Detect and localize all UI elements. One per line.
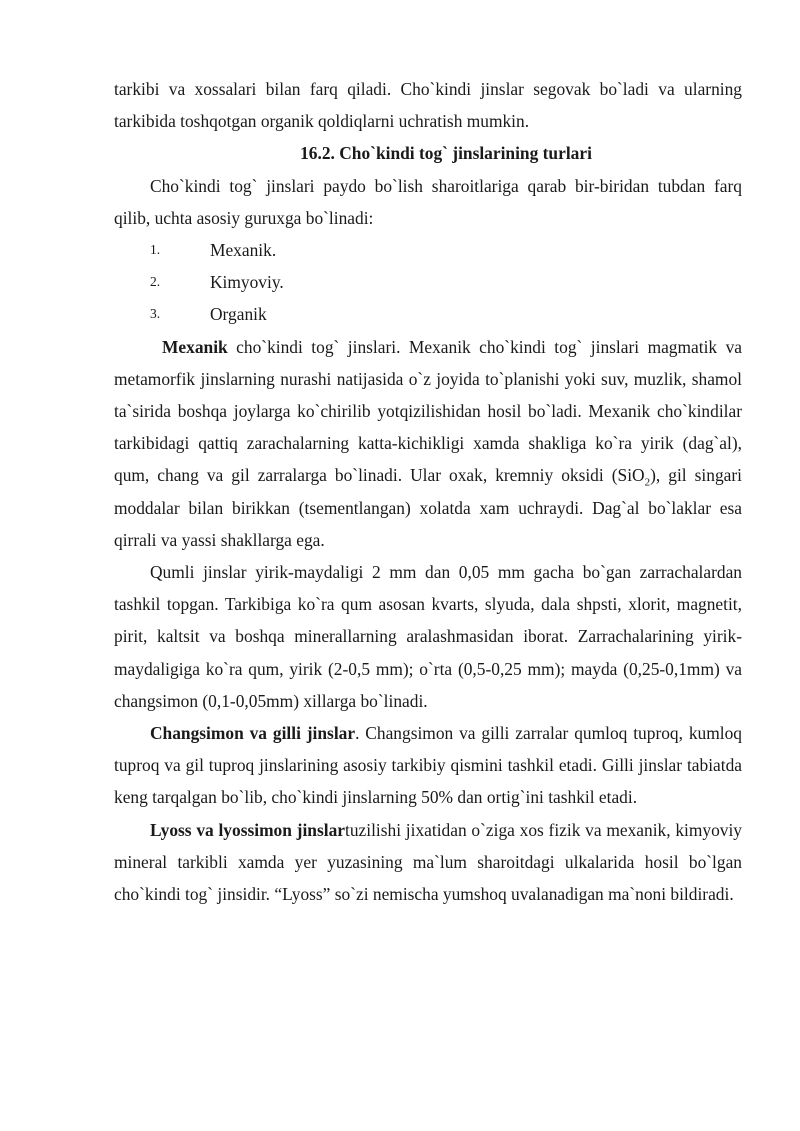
list-item-number: 3. xyxy=(150,306,161,322)
document-page xyxy=(114,73,742,910)
changsimon-term: Changsimon va gilli jinslar xyxy=(150,723,356,744)
lyoss-text: tuzilishi jixatidan o`ziga xos fizik va mexanik, kimyoviy mineral tarkibli xamda yer yuzasining ma`lum sharoitdagi ulkalarida hosil bo`lgan cho`kindi tog` jinsidir. “Lyoss” so`zi nemischa yumshoq uvalanadigan ma`noni bildiradi. xyxy=(114,819,742,905)
section-heading: 16.2. Cho`kindi tog` jinslarining turlari xyxy=(300,143,592,164)
list-item-number: 1. xyxy=(150,242,161,258)
changsimon-paragraph xyxy=(114,717,742,814)
mexanik-subscript: 2 xyxy=(644,476,651,489)
mexanik-term: Mexanik xyxy=(162,336,228,357)
mexanik-text-a: cho`kindi tog` jinslari. Mexanik cho`kindi tog` jinslari magmatik va metamorfik jinslarning nurashi natijasida o`z joyida to`planishi yoki suv, muzlik, shamol ta`sirida boshqa joylarga ko`chirilib yotqizilishidan hosil bo`ladi. Mexanik cho`kindilar tarkibidagi qattiq zarachalarning katta-kichikligi xamda shakliga ko`ra yirik (dag`al), qum, chang va gil zarralarga bo`linadi. Ular oxak, kremniy oksidi (SiO xyxy=(114,336,742,486)
group-list xyxy=(114,234,742,331)
list-item-text: Kimyoviy. xyxy=(210,272,284,293)
list-item xyxy=(114,266,742,298)
list-item-number: 2. xyxy=(150,274,161,290)
changsimon-text: . Changsimon va gilli zarralar qumloq tuproq, kumloq tuproq va gil tuproq jinslarining asosiy tarkibiy qismini tashkil etadi. Gilli jinslar tabiatda keng tarqalgan bo`lib, cho`kindi jinslarning 50% dan ortig`ini tashkil etadi. xyxy=(114,723,742,808)
mexanik-text-b: ), gil singari moddalar bilan birikkan (tsementlangan) xolatda xam uchraydi. Dag`al bo`laklar esa qirrali va yassi shakllarga ega. xyxy=(114,465,742,550)
intro-paragraph: tarkibi va xossalari bilan farq qiladi. Cho`kindi jinslar segovak bo`ladi va ularning tarkibida toshqotgan organik qoldiqlarni uchratish mumkin. xyxy=(114,79,742,132)
lyoss-term: Lyoss va lyossimon jinslar xyxy=(150,819,345,840)
section-intro-paragraph: Cho`kindi tog` jinslari paydo bo`lish sharoitlariga qarab bir-biridan tubdan farq qilib, uchta asosiy guruxga bo`linadi: xyxy=(114,175,742,228)
list-item xyxy=(114,234,742,266)
mexanik-paragraph xyxy=(114,331,742,556)
qumli-paragraph: Qumli jinslar yirik-maydaligi 2 mm dan 0,05 mm gacha bo`gan zarrachalardan tashkil topgan. Tarkibiga ko`ra qum asosan kvarts, slyuda, dala shpsti, xlorit, magnetit, pirit, kaltsit va boshqa minerallarning aralashmasidan iborat. Zarrachalarining yirik-maydaligiga ko`ra qum, yirik (2-0,5 mm); o`rta (0,5-0,25 mm); mayda (0,25-0,1mm) va changsimon (0,1-0,05mm) xillarga bo`linadi. xyxy=(114,562,742,711)
list-item-text: Organik xyxy=(210,304,267,325)
lyoss-paragraph xyxy=(114,814,742,911)
list-item xyxy=(114,298,742,330)
list-item-text: Mexanik. xyxy=(210,240,277,261)
